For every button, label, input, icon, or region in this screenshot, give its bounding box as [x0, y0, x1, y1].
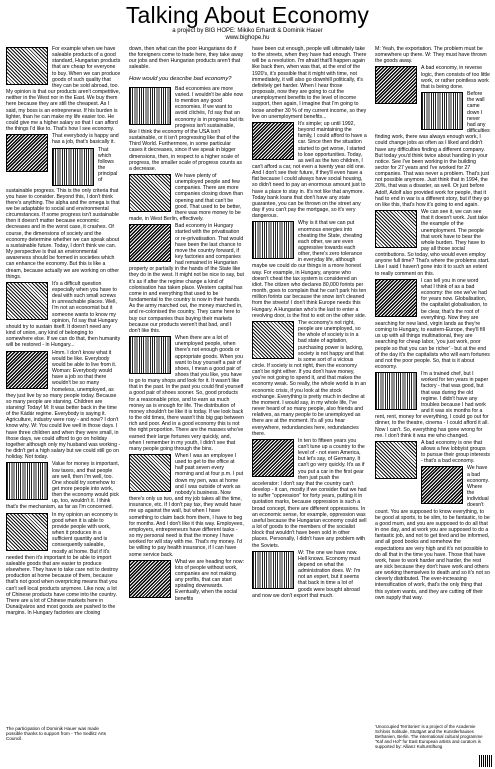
portrait-photo [6, 47, 48, 85]
portrait-photo [375, 441, 417, 479]
interview-answer [375, 91, 490, 208]
paragraph-text: down, then what can the poor Hungarians do if the foreigners come to trade here, they take away our jobs and then Hungarian products aren't that saleable. [129, 46, 244, 71]
portrait-photo [129, 336, 171, 374]
text-column-1 [6, 46, 121, 617]
paragraph-text: How would you describe bad economy? [129, 75, 232, 82]
interview-answer [6, 133, 121, 145]
paragraph-text: Why is it that we can put enormous energies into cheating the State, cheating each other, we are even aggressive towards each other, there's zero tolerance in everyday life, although maybe we could do our things in a more honest way. For example, in Hungary, anyone who doesn't cheat the tax system is considered an idiot. The citizen who declares 80,000 forints per month, goes to complain that he can't park his ten million forints car because the snow isn't cleaned from the streets! I don't think Europe needs this Hungary. A Hungarian who's the last to enter a revolving door, is the first to exit on the other side. [252, 220, 367, 319]
interview-answer [6, 461, 121, 510]
paragraph-text: M: Yeah, the exportation. The problem must be somewhere up there. W: They must have thrown the goods away. [375, 46, 487, 65]
portrait-photo [375, 66, 417, 104]
portrait-photo [6, 513, 48, 551]
portrait-photo [421, 466, 463, 504]
interview-answer [6, 281, 121, 349]
interview-answer [6, 46, 121, 132]
interview-answer [252, 438, 367, 549]
interview-answer [252, 320, 367, 437]
portrait-photo [252, 122, 294, 160]
credits [0, 28, 495, 42]
paragraph-text: We can see it, we can see that it doesn't work. Just take the example of the unemployment. The people that work have to bear the whole burden. They have to pay all those social contributions. So today, who would even employ anyone full time? That's where the problems start. Like I said I haven't gone into it to such an extent to really comment on this. [375, 209, 490, 277]
paragraph-text: Bad economies are more varied. I wouldn't be able now to mention any good economies. If we want to avoid clichés, I'd say that an economy is in progress but its progress isn't sustainable, like I think the economy of the USA isn't sustainable, or it isn't progressing like that of the Third World. Furthermore, in some particular cases it decreases, since if we speak in bigger dimensions, then, in respect to a higher scale of progress, the smaller scale of progress counts as a decrease. [129, 85, 244, 172]
portrait-photo [252, 439, 294, 477]
interview-answer [129, 86, 244, 172]
interview-answer [375, 65, 490, 90]
portrait-photo [129, 560, 171, 598]
interview-answer [129, 46, 244, 71]
interview-answer [129, 453, 244, 558]
interview-answer [252, 220, 367, 319]
portrait-photo [129, 174, 171, 212]
portrait-photo [252, 551, 294, 589]
portrait-photo [375, 210, 417, 248]
interview-answer [129, 223, 244, 334]
paragraph-text: We have plenty of unemployed people and few companies. There are more companies closing down than opening and that can't be good. That used to be better, there was more money to be made, in West Berlin, effectively. [129, 172, 244, 223]
portrait-photo [375, 372, 417, 410]
interview-answer [6, 512, 121, 617]
interview-question [129, 76, 244, 82]
paragraph-text: A bad economy is one that allows a few lobbyist groups to pursue their group interests - that's a bad economy. [421, 439, 490, 465]
interview-answer [6, 350, 121, 461]
paragraph-text: That everybody is happy and has a job, that's basically it. [52, 133, 119, 146]
footer-left: The participation of Dominik Hauer was made possible thanks to support from - The Sedlitz Arts Council. [6, 726, 107, 742]
portrait-photo [52, 148, 94, 186]
interview-answer [129, 559, 244, 602]
portrait-photo [6, 134, 48, 172]
portrait-photo [421, 92, 463, 130]
interview-answer [375, 278, 490, 370]
interview-answer [129, 173, 244, 222]
portrait-photo [6, 351, 48, 389]
paragraph-text: It's a difficult question especially when you have to deal with such small screws in unreachable places. Well, I'm not an economist but it someone wants to know my opinion, I'd say that Hungary should try to sustain itself. It doesn't need any kind of union, any kind of belonging to somewhere else. If we can do that, then humanity will be restored - in Hungary... [6, 280, 121, 349]
text-column-3 [252, 46, 367, 600]
paragraph-text: In my opinion an economy is good when it is able to provide people with work, when it produces in a sufficient quantity and is consequently saleable, mostly at home. But if it's needed then it's important to be able to import saleable goods that are easier to produce elsewhere. They have to take care not to destroy production at home because of them, because that's not good when overpricing means that you can't sell local products anymore. Like now, a lot of Chinese products have come into the country. There are a lot of Chinese markets here in Dunaújváros and most goods are pushed to the margins. In Hungary factories are closing [6, 511, 119, 617]
portrait-photo [375, 279, 417, 317]
interview-answer [375, 46, 490, 64]
barcode-icon [479, 755, 493, 767]
footer-right: 'Unoccupied Territories' is a project of the Academie Schloss Solitude, Stuttgart and the Kunstlerhauses Bethanien, Berlin. The international cultural programme "Kaf and Hof" for East European artists and curators is supported by: Allianz Kulturstiftung [375, 724, 483, 749]
paragraph-text: Hmm. I don't know what it would be like. Everybody would be able to live from it. Woman: Everybody would have a job so that there wouldn't be so many homeless, unemployed, as they just live by so many people today. Because so many people are starving. Children are starving! Today! M: It was better back in the time of the Kádár regime. Everybody is saying it. Agriculture, industry were rosy - and now? I don't know why. W: You could live well in those days. I have three children and when they were small, in those days, we could afford to go on holiday together although only my husband was working - he didn't get a high salary but we could still go on holiday. Not today. [6, 349, 121, 461]
paragraph-text: That which follows the principal of sustainable progress. This is the only criteria that you have to consider. Beyond this, I don't think there's anything. The alpha and the omega is that we be adaptable to social and environmental circumstances. If some progress isn't sustainable then it doesn't matter because economic decreases and in the worst case, it crashes. Of course, the dimensions of society and the economy determine whether we can speak about a sustainable future. Today, I don't think we can. My perspective is that an environmental awareness should be formed in societies which can enhance the economy. But this is like a dream, because actually we are working on other things. [6, 146, 120, 280]
paragraph-text: When there are a lot of unemployed people, when there's not enough goods or appropriate goods. When you want to buy yourself a pair of shoes, I mean a good pair of shoes that you like, you have to go to many shops and look for it. It wasn't like that in the past. In the past you could find yourself a good pair of shoes sooner. So, good products for a reasonable price, and to earn as much money as is enough for life. The distribution of money shouldn't be like it is today. If we look back to the old times, there wasn't this big gap between rich and poor. And in a good economy this is not the right proportion. There are the masses who've earned their large fortunes very quickly, and, when I remember in my youth, I didn't see that many people going through the bins. [129, 335, 244, 452]
interview-answer [375, 465, 490, 600]
paragraph-text: I'm a trained chef, but I worked for ten years in paper factory - that was good, but that was during the old regime. I didn't have any troubles because I had work and it was six months for a rent, rent, money for everything, I could go out for dinner, to the theatre, cinema - I could afford it all. Now I can't. So, everything has gone wrong for me. I don't think it was me who changed. [375, 371, 489, 439]
text-column-2 [129, 46, 244, 603]
paragraph-text: Value for money is important, low taxes, and that people are well, then I'm well, too. One should try somehow to get more people into work, then the economy would pick up, too, wouldn't it. I think that's the mechanism, as far as I'm concerned. [6, 461, 120, 511]
text-column-4 [375, 46, 490, 602]
portrait-photo [129, 87, 171, 125]
paragraph-text: A bad economy, in reverse logic, then consists of too little work, or rather pointless work that is being done. [421, 65, 490, 90]
paragraph-text: It's simple; up until 1992, beyond maintaining the family, I could afford to have a car. Since then the situation started to get worse, I started to lose opportunities. Today, as well as the two children, I can't afford a car, not even a twenty year old one. And I don't see their future, if they'll even have a flat because I could always have social housing, so didn't need to pay an enormous amount just to have a place to stay in. It's not like that anymore. Today bank loans that don't have any state guarantee, you can be thrown on the street any day if you can't pay the mortgage, so it's very dangerous. [252, 120, 367, 220]
paragraph-text: For example when we have saleable products of a good standard, Hungarian products that are cheap for everyone to buy. When we can produce goods of such quality that they can be sold abroad, too. My opinion is that our products aren't competitive, neither in the West nor in the East. We buy them here because they are still the cheapest. As I said, my boss is an entrepreneur. If his burden is lighter, than he can make my life easier too. He could give me a higher salary so that I can afford the things I'd like to. That's how I see economy. [6, 46, 121, 133]
interview-answer [375, 371, 490, 439]
interview-answer [252, 550, 367, 599]
portrait-photo [252, 221, 294, 259]
paragraph-text: We have a bad economy. Where the individual doesn't count. You are supposed to know everything, to be good at sports, to be slim, to be fantastic, to be a good mum, and you are supposed to do all that in one day, and at work you are supposed to do a fantastic job, and not to get tired and be informed, and all good books and somehow the expectations are very high and it's not possible to do all that in the time you have. Those that have work, have to work harder and harder, the rest are sick because they don't have work and others are working themselves to death and so it's not so cleverly distributed. The ever-increasing intensification of work, that's the only thing that this system wants, and they are cutting off their own supply that way. [375, 465, 490, 601]
portrait-photo [129, 454, 171, 492]
credits-url: www.bighope.hu [225, 35, 270, 41]
paragraph-text: What we are heading for now: lots of people without work, companies are not making any profits, that can start spiraling downwards. Eventually, when the social benefits [175, 558, 244, 602]
paragraph-text: When I was an employee I used to get to the office at half past seven every morning and at four p.m. I put down my pen, was at home and I was outside of work as nobody's business. Now there's only us two, and my job takes all the time, insurance, etc. If I don't pay tax, they would have me up against the wall, but when I have something to claim back from them, I have to beg for months. And I don't like it this way. Employees, employers, entrepreneurs have different tasks - so my personal need is that the money I have worked for will stay with me. That's my money. I'd be willing to pay health insurance, if I can have some service back. [129, 453, 244, 558]
page-title: Talking About Economy [125, 2, 370, 28]
interview-answer [252, 121, 367, 220]
credits-line: a project by BIG HOPE: Mikiko Erhardt & Dominik Hauer [172, 28, 323, 34]
paragraph-text: W: The one we have now. Hell knows. Economy must depend on what the administration does. W: I'm not an expert, but it seems that back in time a lot of goods were bought abroad and now we don't export that much. [252, 549, 361, 599]
portrait-photo [6, 462, 48, 500]
portrait-photo [129, 224, 171, 262]
paragraph-text: In ten to fifteen years you can't tune up a country to the level of - not even America, but let's say, of Germany. It can't go very quickly. It's as if you put a car in the first gear then just push the accelerator: I don't say that the country can't develop - it can, mostly if we consider that we had to suffer "oppression" for forty years, putting it in quotation marks, because oppression is such a broad concept, there are different oppressions. In an economic sense, for example, oppression was useful because the Hungarian economy could sell a lot of goods to the members of the socialist block that wouldn't have been sold in other places. Personally, I didn't have any problem with the Soviets. [252, 437, 367, 549]
paragraph-text: Before the wall came down I never had any difficulties finding work, there was always enough work, I could change jobs as often as I liked and didn't have any difficulties finding a different company. But today you'd think twice about handing in your notice. See I've been working in the building sector for 27 years and I've worked for 27 companies. That was never a problem. That's just not possible anymore. Just think that in 1994, the 20%, that was a disaster, as well. Or just before Adolf, Adolf also provided work for people, that it had to end in war is a different story, but if they go on like this, that's how it's going to end again. [375, 91, 490, 208]
paragraph-text: have been cut enough, people will ultimately take to the streets, when they have had enough. There will be a revolution. I'm afraid that'll happen again like back then, when was that, at the end of the 1920's, it's possible that it might with time, not immediately, it will also go downhill politically, it's definitely get harder. When I hear those proposals, now they are going to cut the unemployment benefits to the level of income support, then again, I imagine that I'm going to loose another 30 % of my current income, so they live on unemployment benefits... [252, 46, 367, 120]
paragraph-text: Bad economy in Hungary started with the privatisation or re-privatisation. That would have been the last chance to move the country forward, if key factories and companies had remained in Hungarian property or partially in the hands of the State like they do in the west. It might not be nice to say, but it's as if after the regime change a kind of colonisation has taken place. Western capital has come in and everything that used to be fundamental to the country is now in their hands. As the army marched out, the money marched in, and re-colonised the country. They came here to buy our companies thus buying their markets because our products weren't that bad, and I don't like this. [129, 223, 244, 334]
paragraph-text: The economy's not right, people are unemployed, so the whole of society is in a bad state of agitation, purchasing power is lacking, society is not happy and that is some sort of a vicious circle. If society is not right, then the economy can't be right either. If you don't have money, you're not going to spend it, and that makes the economy weak. So really, the whole world is in an economic crisis, if you look at the stock exchange. Everything is pretty much in decline at the moment. I would say, in my whole life, I've never heard of so many people, also friends and relatives, as many people to be unemployed as there are at the moment. It's all you hear everywhere, redundancies here, redundancies there. [252, 319, 367, 437]
interview-answer [375, 209, 490, 277]
interview-answer [129, 335, 244, 452]
paragraph-text: I can tell you in one word what I think of as a bad economy: the one we've had for years now. Globalisation, the capitalist globalisation, to be clear, that's the root of everything. Now they are searching for new land, virgin lands as they're coming to Hungary, to eastern-Europe, they'll fill us up with all things multinational, they are searching for cheap labor, 'you just work, poor people so that you can be richer' - but at the end of the day it's the capitalists who will earn fortunes and not the poor people. So, that is it about economy. [375, 277, 490, 370]
portrait-photo [6, 282, 48, 320]
portrait-photo [252, 321, 294, 359]
interview-answer [375, 440, 490, 465]
interview-answer [252, 46, 367, 120]
